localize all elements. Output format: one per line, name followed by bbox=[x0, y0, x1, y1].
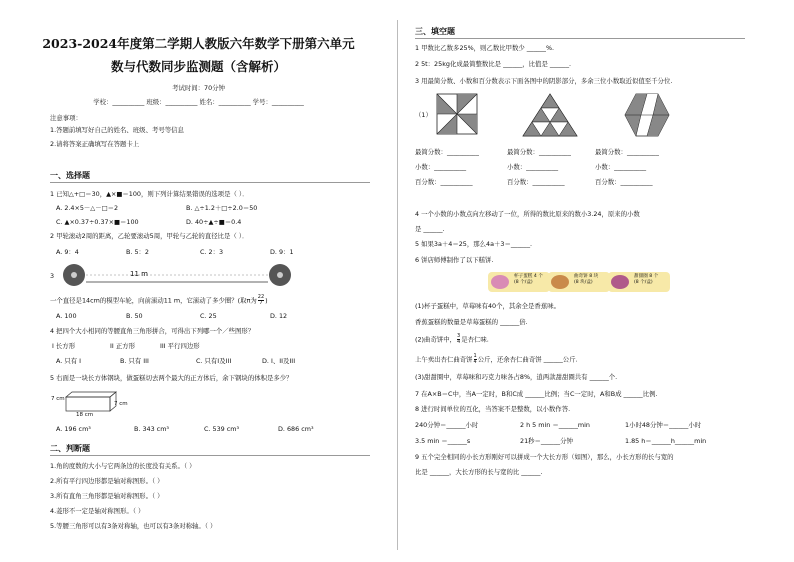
q4-opt-a: A. 只有 I bbox=[56, 357, 82, 365]
fig2-percent: 百分数：__________ bbox=[507, 178, 565, 186]
q5-opt-d: D. 686 cm³ bbox=[278, 425, 314, 433]
cupcake-card: 杯子蛋糕 4 个 (8 个/盒) bbox=[488, 272, 550, 292]
q4-item-1: I 长方形 bbox=[52, 342, 76, 350]
cuboid-length: 18 cm bbox=[76, 412, 94, 418]
section-choice-heading: 一、选择题 bbox=[50, 171, 90, 180]
cuboid-width: 7 cm bbox=[114, 401, 128, 407]
fill-q1: 1 甲数比乙数多25%，则乙数比甲数少 ______%. bbox=[415, 44, 555, 52]
q4-opt-c: C. 只有I及III bbox=[196, 357, 232, 365]
q4-item-2: II 正方形 bbox=[110, 342, 135, 350]
shaded-square-figure bbox=[436, 93, 478, 135]
fill-q8-r2-a: 3.5 min ＝______s bbox=[415, 437, 471, 445]
fill-q3-label: （1） bbox=[415, 111, 432, 119]
fill-q6: 6 饼店师傅制作了以下糕饼. bbox=[415, 256, 494, 264]
fill-q9-line1: 9 五个完全相同的小长方形刚好可以拼成一个大长方形（如图），那么，小长方形的长与宽的 bbox=[415, 453, 674, 461]
q2-opt-b: B. 5：2 bbox=[126, 248, 149, 256]
cookie-icon bbox=[551, 275, 569, 289]
fill-q6-2: (2)曲奇饼中， $\frac{3}{4}$ 是杏仁味. bbox=[415, 333, 489, 345]
fill-q8-r1-c: 1小时48分钟＝______小时 bbox=[625, 421, 702, 429]
wheel-figure bbox=[60, 262, 320, 288]
fill-q6-3: (3)甜甜圈中，草莓味和巧克力味各占8%，逍两款甜甜圈共有 ______个. bbox=[415, 373, 618, 381]
q3-opt-b: B. 50 bbox=[126, 312, 143, 320]
note-1: 1.答题前填写好自己的姓名、班级、考号等信息 bbox=[50, 126, 184, 134]
fig3-decimal: 小数：__________ bbox=[595, 163, 647, 171]
q3-opt-c: C. 25 bbox=[200, 312, 217, 320]
fill-q6-2b: 上午卖出杏仁曲奇饼 $\frac{1}{4}$ 公斤，还余杏仁曲奇饼 ______公斤. bbox=[415, 353, 578, 365]
fig3-percent: 百分数：__________ bbox=[595, 178, 653, 186]
q1-opt-a: A. 2.4×5－△－□＝2 bbox=[56, 204, 119, 212]
info-line: 学校：__________ 班级：__________ 姓名：__________ 学号：__________ bbox=[93, 98, 304, 106]
donut-card: 甜甜圈 8 个 (8 个/盒) bbox=[608, 272, 670, 292]
fill-q8-r1-b: 2 h 5 min ＝______min bbox=[520, 421, 590, 429]
q3-opt-a: A. 100 bbox=[56, 312, 77, 320]
q2-opt-d: D. 9：1 bbox=[270, 248, 294, 256]
judge-item-4: 4.菱形不一定是轴对称图形。（ ） bbox=[50, 507, 145, 515]
q1: 1 已知△+□＝30，▲×■＝100，则下列计算结果错误的选项是（ ）． bbox=[50, 190, 249, 198]
q1-opt-b: B. △÷1.2＋□÷2.0＝50 bbox=[186, 204, 258, 212]
fill-q6-1b: 香蕉蛋糕的数量是草莓蛋糕的 ______倍. bbox=[415, 318, 528, 326]
wheel-distance: 11 m bbox=[130, 270, 148, 278]
exam-time: 考试时间：70分钟 bbox=[172, 84, 225, 92]
shaded-hexagon-figure bbox=[624, 93, 670, 137]
q5-opt-c: C. 539 cm³ bbox=[204, 425, 240, 433]
judge-item-2: 2.所有平行四边形都是轴对称图形。（ ） bbox=[50, 477, 164, 485]
fill-q3: 3 用最简分数、小数和百分数表示下面各图中的阴影部分，多余三位小数取近似值至千分位. bbox=[415, 77, 673, 85]
q1-opt-d: D. 40÷▲÷■＝0.4 bbox=[186, 218, 242, 226]
fill-q8: 8 进行时间单位的互化，当答案不是整数，以小数作答. bbox=[415, 405, 571, 413]
fig3-fraction: 最简分数：__________ bbox=[595, 148, 659, 156]
q4-opt-d: D. I、II及III bbox=[262, 357, 296, 365]
fig1-percent: 百分数：__________ bbox=[415, 178, 473, 186]
notes-title: 注意事项： bbox=[50, 114, 82, 122]
fill-q7: 7 在A×B＝C中，当A一定时，B和C成 ______比例；当C一定时，A和B成 ______比例. bbox=[415, 390, 658, 398]
q3-number: 3 bbox=[50, 272, 55, 280]
q1-opt-c: C. ▲×0.37÷0.37×■＝100 bbox=[56, 218, 139, 226]
q5-opt-b: B. 343 cm³ bbox=[134, 425, 169, 433]
fill-q4-line2: 是 ______. bbox=[415, 225, 445, 233]
q2-opt-a: A. 9：4 bbox=[56, 248, 79, 256]
note-2: 2.请将答案正确填写在答题卡上 bbox=[50, 140, 140, 148]
cupcake-icon bbox=[491, 275, 509, 289]
cookie-card: 曲奇饼 8 块 (8 块/盒) bbox=[548, 272, 610, 292]
q5-opt-a: A. 196 cm³ bbox=[56, 425, 91, 433]
q4: 4 把四个大小相同的等腰直角三角形拼合，可得出下列哪一个／些图形？ bbox=[50, 327, 255, 335]
fill-q9-line2: 比是 ______，大长方形的长与宽的比 ______. bbox=[415, 468, 543, 476]
fig1-decimal: 小数：__________ bbox=[415, 163, 467, 171]
q4-item-3: III 平行四边形 bbox=[160, 342, 200, 350]
judge-item-5: 5.等腰三角形可以有3条对称轴，也可以有3条对称轴。（ ） bbox=[50, 522, 217, 530]
judge-item-1: 1.角的度数的大小与它两条边的长度没有关系。（ ） bbox=[50, 462, 196, 470]
judge-item-3: 3.所有直角三角形都是轴对称图形。（ ） bbox=[50, 492, 164, 500]
title-line-2: 数与代数同步监测题（含解析） bbox=[110, 59, 286, 74]
section-fill-heading: 三、填空题 bbox=[415, 27, 455, 36]
q2: 2 甲轮滚动2周的距离，乙轮要滚动5周，甲轮与乙轮的直径比是（ ）． bbox=[50, 232, 249, 240]
q5: 5 右面是一块长方体钢块，做蛋糕切去两个最大的正方体后，余下钢块的体积是多少？ bbox=[50, 374, 293, 382]
cuboid-height: 7 cm bbox=[51, 396, 65, 402]
fill-q5: 5 如果3a＋4＝25，那么4a＋3＝______. bbox=[415, 240, 533, 248]
fill-q2: 2 5t：25kg化成最简整数比是 ______，比值是 ______. bbox=[415, 60, 572, 68]
column-divider bbox=[397, 20, 398, 550]
section-underline bbox=[50, 182, 370, 183]
fill-q8-r1-a: 240分钟＝______小时 bbox=[415, 421, 479, 429]
fig2-decimal: 小数：__________ bbox=[507, 163, 559, 171]
q3-text: 一个直径是14cm的模型车轮，向前滚动11 m，它滚动了多少圈？(取π为 $\frac{22}{7}$ ) bbox=[50, 294, 268, 306]
section-underline bbox=[415, 38, 745, 39]
section-judge-heading: 二、判断题 bbox=[50, 444, 90, 453]
donut-icon bbox=[611, 275, 629, 289]
q4-opt-b: B. 只有 III bbox=[120, 357, 149, 365]
fig1-fraction: 最简分数：__________ bbox=[415, 148, 479, 156]
fill-q4-line1: 4 一个小数的小数点向左移动了一位，所得的数比原来的数小3.24，原来的小数 bbox=[415, 210, 640, 218]
fig2-fraction: 最简分数：__________ bbox=[507, 148, 571, 156]
fill-q8-r2-b: 21秒＝______分钟 bbox=[520, 437, 573, 445]
q3-opt-d: D. 12 bbox=[270, 312, 288, 320]
shaded-triangle-figure bbox=[522, 93, 578, 137]
fill-q8-r2-c: 1.85 h＝______h______min bbox=[625, 437, 707, 445]
section-underline bbox=[50, 455, 370, 456]
title-line-1: 2023-2024年度第二学期人教版六年数学下册第六单元 bbox=[42, 36, 355, 51]
fill-q6-1a: (1)杯子蛋糕中，草莓味有40个，其余全是香蕉味。 bbox=[415, 302, 560, 310]
q2-opt-c: C. 2：3 bbox=[200, 248, 224, 256]
